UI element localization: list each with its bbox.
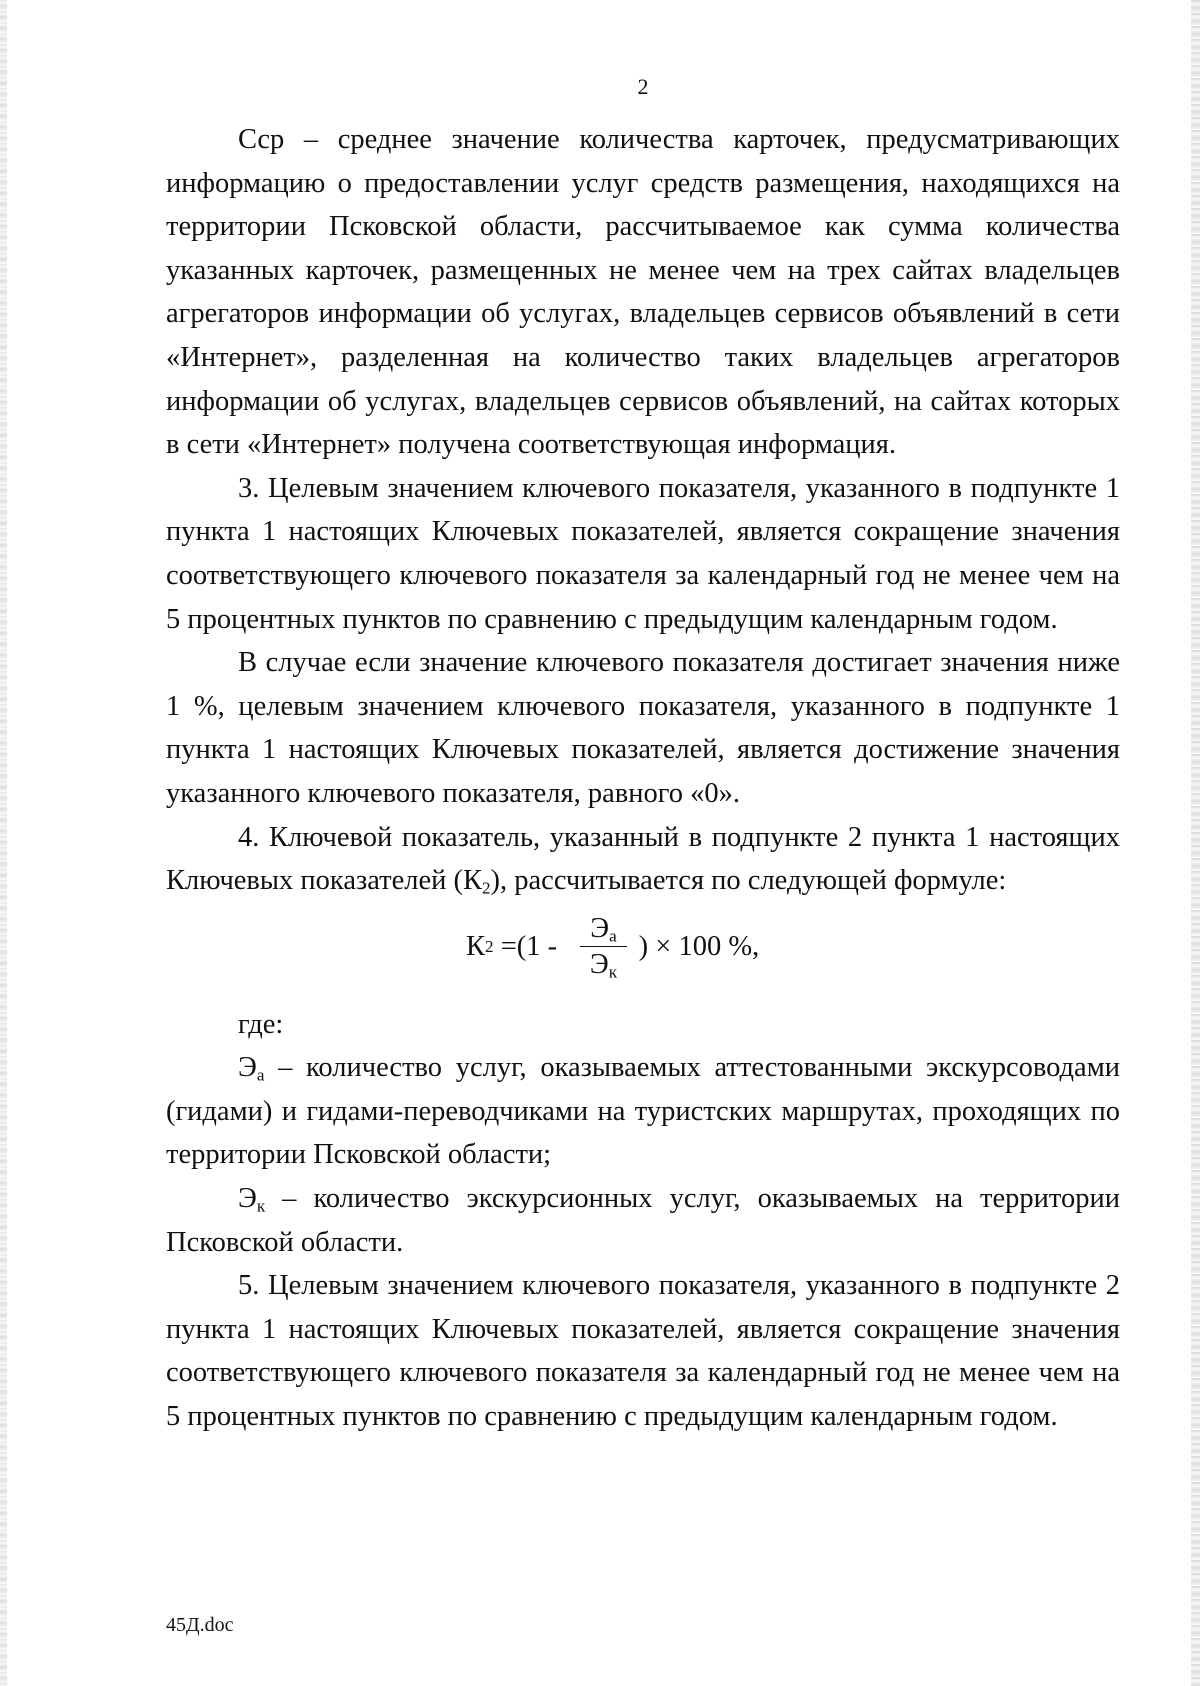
formula-fraction <box>580 913 626 981</box>
document-body <box>166 118 1120 1439</box>
where-label: где: <box>238 1008 284 1040</box>
definition-ek-symbol: Э <box>238 1183 257 1215</box>
denominator-subscript: к <box>608 962 618 982</box>
formula-open: =(1 - <box>493 930 565 962</box>
footer-filename: 45Д.doc <box>166 1614 234 1636</box>
definition-ea-symbol: Э <box>238 1052 257 1084</box>
paragraph-item-5: 5. Целевым значением ключевого показателя, указанного в подпункте 2 пункта 1 настоящих Ключевых показателей, является сокращение значения соответствующего ключевого показателя за календарный год не менее чем на 5 процентных пунктов по сравнению с предыдущим календарным годом. <box>166 1270 1120 1433</box>
paragraph-item-3: 3. Целевым значением ключевого показателя, указанного в подпункте 1 пункта 1 настоящих Ключевых показателей, является сокращение значения соответствующего ключевого показателя за календарный год не менее чем на 5 процентных пунктов по сравнению с предыдущим календарным годом. <box>166 472 1120 635</box>
paragraph-item-4 <box>166 816 1120 903</box>
item-4-text-after: ), рассчитывается по следующей формуле: <box>490 865 1007 897</box>
definition-ek-text: – количество экскурсионных услуг, оказываемых на территории Псковской области. <box>166 1183 1120 1258</box>
item-4-subscript: 2 <box>482 878 491 898</box>
definition-ek <box>166 1177 1120 1264</box>
denominator-symbol: Э <box>589 949 609 981</box>
k2-formula: К 2 =(1 - $\frac{Э_а}{Э_к}$ ) × 100 %, <box>466 912 760 982</box>
item-4-text-before: 4. Ключевой показатель, указанный в подпункте 2 пункта 1 настоящих Ключевых показателей (К <box>166 821 1120 897</box>
page-number: 2 <box>637 74 649 99</box>
definition-ek-subscript: к <box>256 1196 266 1216</box>
formula-numerator <box>580 913 626 947</box>
formula-close: ) × 100 %, <box>638 930 760 962</box>
definition-ea-text: – количество услуг, оказываемых аттестованными экскурсоводами (гидами) и гидами-переводчиками на туристских маршрутах, проходящих по территории Псковской области; <box>166 1052 1120 1171</box>
formula-denominator <box>590 947 617 980</box>
scan-edge-left <box>0 0 7 1686</box>
paragraph-ccp-definition: Сср – среднее значение количества карточек, предусматривающих информацию о предоставлении услуг средств размещения, находящихся на территории Псковской области, рассчитываемое как сумма количества указанных карточек, размещенных не менее чем на трех сайтах владельцев агрегаторов информации об услугах, владельцев сервисов объявлений в сети «Интернет», разделенная на количество таких владельцев агрегаторов информации об услугах, владельцев сервисов объявлений, на сайтах которых в сети «Интернет» получена соответствующая информация. <box>166 124 1120 461</box>
scan-edge-right <box>1191 0 1200 1686</box>
numerator-symbol: Э <box>590 912 610 944</box>
formula-lhs: К <box>466 930 486 962</box>
definition-ea-subscript: а <box>256 1065 265 1085</box>
numerator-subscript: а <box>609 925 617 945</box>
paragraph-below-one-percent: В случае если значение ключевого показателя достигает значения ниже 1 %, целевым значением ключевого показателя, указанного в подпункте 1 пункта 1 настоящих Ключевых показателей, является достижение значения указанного ключевого показателя, равного «0». <box>166 647 1120 809</box>
definition-ea <box>166 1046 1120 1177</box>
